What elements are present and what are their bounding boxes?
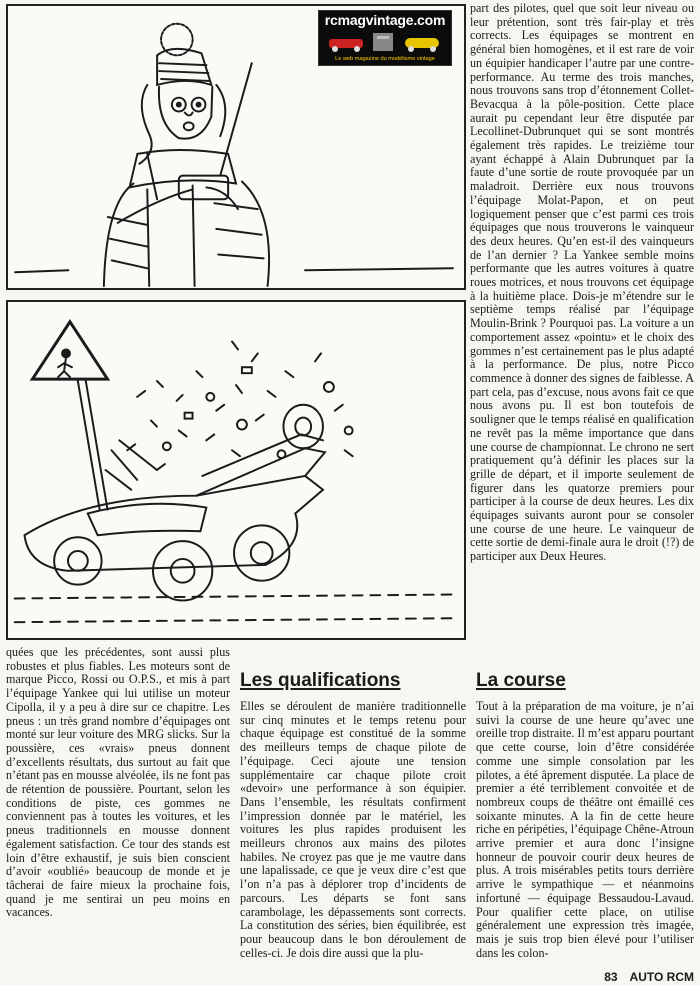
section-heading-qualifications: Les qualifications: [240, 670, 401, 691]
qualifications-text: Elles se déroulent de manière traditionnelle sur cinq minutes et le temps retenu pour chaque équipage est constitué de la somme des meilleurs temps de chaque pilote de l’équipage. Ceci ajoute une tension supplémentaire car chaque pilote croit «devoir» une performance à son équipier. Dans l’ensemble, les résultats confirment l’impression donnée par le matériel, les voitures les plus rapides produisent les meilleurs chronos aux mains des pilotes habiles. Ne croyez pas que je me vautre dans une lapalissade, ce que je veux dire c’est que l’on n’a pas à déplorer trop d’incidents de parcours. Les départs se font sans carambolage, les dépassements sont corrects. La constitution des séries, bien équilibrée, est pour beaucoup dans le bon déroulement de celles-ci. Je dois dire aussi que la plu-: [240, 699, 466, 960]
page-footer: [604, 970, 694, 984]
page-number: 83: [604, 970, 618, 984]
article-column-a: [6, 646, 230, 920]
logo-car-engine-icon: [325, 31, 445, 53]
column-right-text: part des pilotes, quel que soit leur niveau ou leur prétention, sont très fair-play et très corrects. Les équipages se montrent en général bien homogènes, et il est rare de voir un équipier handicaper l’autre par une contre-performance. Au terme des trois manches, nous trouvons sans trop d’étonnement Collet-Bevacqua à la pôle-position. Cette place aurait pu cependant leur être disputée par Lecollinet-Dubrunquet qui se sont montrés également très rapides. Le treizième tour ayant échappé à Alain Dubrunquet par la faute d’une sortie de route provoquée par un maladroit. Derrière eux nous trouvons l’équipage Molat-Papon, et on peut logiquement penser que c’est parmi ces trois équipages que nous trouverons le vainqueur des deux heures. Qu’en est-il des vainqueurs de l’an dernier ? La Yankee semble moins performante que les autres voitures à quatre roues motrices, et nous trouvons cet équipage à la huitième place. Dois-je m’étendre sur le septième temps réalisé par l’équipage Moulin-Brink ? Pourquoi pas. La voiture a un comportement assez «pointu» et le choix des gommes n’est certainement pas le plus adapté à la performance. De plus, notre Picco commence à donner des signes de faiblesse. A part cela, pas d’excuse, nous avons fait ce que nous avons pu. Il est bon toutefois de souligner que le temps réalisé en qualification ne revêt pas la même importance que dans une course de championnat. Le chrono ne sert pratiquement qu’à définir les places sur la grille de départ, et il importe seulement de figurer dans les quatorze premiers pour participer à la course de deux heures. Les dix équipages suivants auront pour se consoler une course de une heure. Le vainqueur de cette sortie de demi-finale aura le droit (!?) de participer aux Deux Heures.: [470, 1, 694, 564]
logo-subtitle: Le web magazine du modélisme vintage: [335, 56, 435, 62]
logo-title: rcmagvintage.com: [324, 12, 446, 28]
column-a-text: quées que les précédentes, sont aussi plus robustes et plus fiables. Les moteurs sont de marque Picco, Rossi ou O.P.S., et mis à part l’équipage Yankee qui lui utilise un moteur Cipolla, il y a peu à dire sur ce chapitre. Les pneus : un très grand nombre d’équipages ont monté sur leur voiture des MRG slicks. Sur la poussière, ces «vrais» pneus donnent d’excellents résultats, dus surtout au fait que n’étant pas en mousse alvéolée, ils ne font pas de rétention de poussière. Pourtant, selon les conditions de piste, ces gommes ne conviennent pas à toutes les voitures, et les pneus traditionnels en mousse donnent également satisfaction. Ce tour des stands est loin d’être exhaustif, je suis bien conscient d’avoir «oublié» beaucoup de monde et je tâcherai de faire mieux la prochaine fois, quand je me sentirai un peu moins en vacances.: [6, 645, 230, 920]
course-text: Tout à la préparation de ma voiture, je n’ai suivi la course de une heure qu’avec une oreille trop distraite. Il m’est apparu pourtant que cette course, loin d’être considérée comme une simple consolation par les pilotes, a été âprement disputée. La place de premier a été terriblement convoitée et de nombreux coups de théâtre ont émaillé ces soixante minutes. A la fin de cette heure riche en péripéties, l’équipage Chêne-Atroun arrive premier et aura donc l’insigne honneur de pouvoir courir deux heures de plus. A trois misérables petits tours derrière arrive le sympathique — et néanmoins infortuné — équipage Bessaudou-Lavaud. Pour qualifier cette place, on utilise généralement une expression très imagée, mais je suis trop bien élevé pour l’utiliser dans les colon-: [476, 699, 694, 960]
article-column-right: [470, 2, 694, 564]
cartoon-illustration-crash: [6, 300, 466, 640]
section-heading-course: La course: [476, 670, 566, 691]
magazine-name: AUTO RCM: [629, 970, 694, 984]
rcmagvintage-logo: [318, 10, 452, 66]
article-column-qualifications: [240, 670, 466, 960]
crash-drawing: [8, 302, 464, 638]
article-column-course: [476, 670, 694, 960]
